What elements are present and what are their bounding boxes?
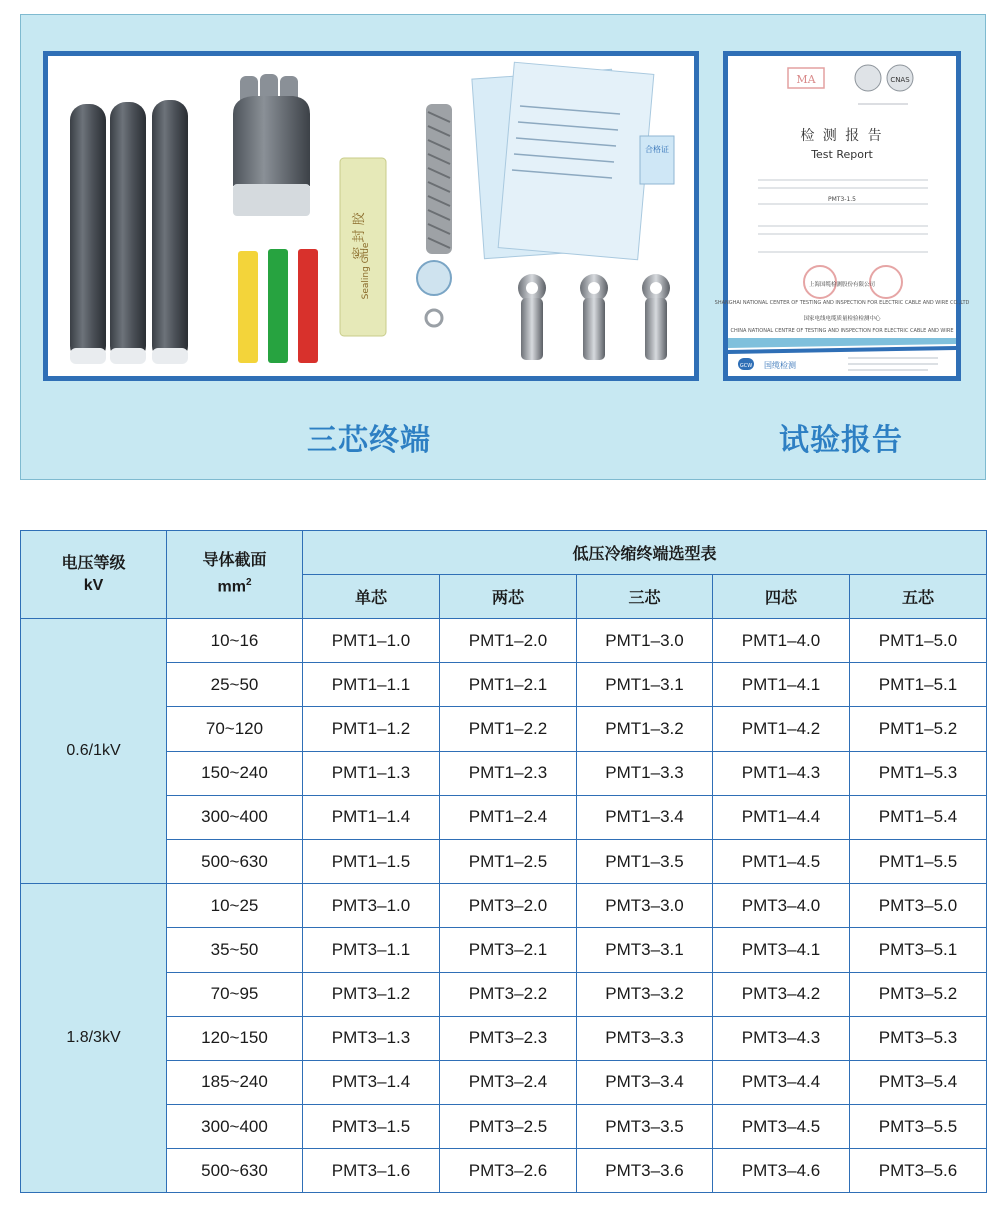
- model-cell: PMT3–1.1: [303, 928, 440, 972]
- section-cell: 25~50: [167, 663, 303, 707]
- model-cell: PMT1–3.4: [577, 795, 713, 839]
- svg-text:Sealing Glue: Sealing Glue: [361, 242, 371, 300]
- model-cell: PMT3–5.6: [850, 1149, 987, 1193]
- breakout-boot: [233, 74, 310, 216]
- model-cell: PMT1–2.3: [440, 751, 577, 795]
- test-report-illustration: [714, 56, 970, 376]
- section-cell: 120~150: [167, 1016, 303, 1060]
- product-illustration: [48, 56, 694, 376]
- svg-text:MA: MA: [796, 73, 816, 86]
- core-header-4: 四芯: [713, 575, 850, 619]
- model-cell: PMT1–3.3: [577, 751, 713, 795]
- model-cell: PMT3–4.3: [713, 1016, 850, 1060]
- model-cell: PMT1–1.5: [303, 839, 440, 883]
- model-cell: PMT3–5.1: [850, 928, 987, 972]
- cold-shrink-tubes: [70, 100, 188, 364]
- sealing-tape: [340, 158, 386, 336]
- svg-text:SHANGHAI NATIONAL CENTER OF TE: SHANGHAI NATIONAL CENTER OF TESTING AND INSPECTION FOR ELECTRIC CABLE AND WIRE CO.,LTD: [714, 300, 970, 306]
- model-cell: PMT1–2.2: [440, 707, 577, 751]
- model-cell: PMT1–2.0: [440, 619, 577, 663]
- voltage-header: 电压等级 kV: [21, 531, 167, 619]
- model-cell: PMT1–4.0: [713, 619, 850, 663]
- model-cell: PMT1–3.0: [577, 619, 713, 663]
- model-cell: PMT3–1.5: [303, 1105, 440, 1149]
- svg-text:PMT3-1.5: PMT3-1.5: [828, 196, 856, 203]
- core-header-3: 三芯: [577, 575, 713, 619]
- phase-color-tapes: [238, 249, 318, 363]
- model-cell: PMT3–2.2: [440, 972, 577, 1016]
- washer: [426, 310, 442, 326]
- model-cell: PMT1–5.3: [850, 751, 987, 795]
- model-cell: PMT3–2.6: [440, 1149, 577, 1193]
- model-cell: PMT3–4.5: [713, 1105, 850, 1149]
- model-cell: PMT1–1.3: [303, 751, 440, 795]
- svg-text:CNAS: CNAS: [890, 76, 910, 84]
- model-cell: PMT1–4.4: [713, 795, 850, 839]
- selection-table: [20, 530, 987, 1193]
- model-cell: PMT1–4.5: [713, 839, 850, 883]
- model-cell: PMT1–5.5: [850, 839, 987, 883]
- model-cell: PMT3–5.3: [850, 1016, 987, 1060]
- certificate-card-label: 合格证: [645, 145, 669, 154]
- model-cell: PMT1–4.1: [713, 663, 850, 707]
- model-cell: PMT1–1.4: [303, 795, 440, 839]
- svg-text:GCW: GCW: [739, 363, 753, 369]
- model-cell: PMT1–5.1: [850, 663, 987, 707]
- section-cell: 300~400: [167, 1105, 303, 1149]
- model-cell: PMT3–4.1: [713, 928, 850, 972]
- report-title-cn: 检 测 报 告: [800, 128, 884, 144]
- model-cell: PMT3–1.0: [303, 884, 440, 928]
- model-cell: PMT1–1.1: [303, 663, 440, 707]
- group-title: 低压冷缩终端选型表: [303, 531, 987, 575]
- documents: [472, 62, 674, 259]
- model-cell: PMT3–2.5: [440, 1105, 577, 1149]
- section-cell: 500~630: [167, 839, 303, 883]
- voltage-cell: 0.6/1kV: [21, 619, 167, 884]
- core-header-1: 单芯: [303, 575, 440, 619]
- model-cell: PMT3–1.4: [303, 1060, 440, 1104]
- model-cell: PMT3–4.6: [713, 1149, 850, 1193]
- model-cell: PMT1–5.4: [850, 795, 987, 839]
- model-cell: PMT3–2.1: [440, 928, 577, 972]
- model-cell: PMT3–2.0: [440, 884, 577, 928]
- cable-lugs: [518, 274, 670, 360]
- caption-test-report: 试验报告: [779, 423, 903, 458]
- model-cell: PMT1–3.1: [577, 663, 713, 707]
- model-cell: PMT3–3.0: [577, 884, 713, 928]
- model-cell: PMT3–5.2: [850, 972, 987, 1016]
- model-cell: PMT3–1.3: [303, 1016, 440, 1060]
- model-cell: PMT3–5.0: [850, 884, 987, 928]
- model-cell: PMT3–3.2: [577, 972, 713, 1016]
- model-cell: PMT1–2.1: [440, 663, 577, 707]
- test-report-photo: [714, 51, 970, 381]
- model-cell: PMT3–3.6: [577, 1149, 713, 1193]
- model-cell: PMT3–3.5: [577, 1105, 713, 1149]
- model-cell: PMT1–1.2: [303, 707, 440, 751]
- caption-three-core-termination: 三芯终端: [307, 423, 431, 458]
- model-cell: PMT3–1.6: [303, 1149, 440, 1193]
- section-cell: 10~16: [167, 619, 303, 663]
- model-cell: PMT1–1.0: [303, 619, 440, 663]
- section-header: 导体截面 $mm^2$: [167, 531, 303, 619]
- section-cell: 150~240: [167, 751, 303, 795]
- model-cell: PMT3–2.4: [440, 1060, 577, 1104]
- section-cell: 35~50: [167, 928, 303, 972]
- model-cell: PMT3–3.1: [577, 928, 713, 972]
- core-header-5: 五芯: [850, 575, 987, 619]
- model-cell: PMT3–3.4: [577, 1060, 713, 1104]
- report-title-en: Test Report: [811, 148, 873, 161]
- model-cell: PMT1–2.4: [440, 795, 577, 839]
- section-cell: 70~120: [167, 707, 303, 751]
- model-cell: PMT3–4.4: [713, 1060, 850, 1104]
- model-cell: PMT1–3.5: [577, 839, 713, 883]
- model-cell: PMT1–5.2: [850, 707, 987, 751]
- constant-force-spring: [417, 261, 451, 295]
- model-cell: PMT1–5.0: [850, 619, 987, 663]
- model-cell: PMT3–4.2: [713, 972, 850, 1016]
- model-cell: PMT3–3.3: [577, 1016, 713, 1060]
- model-cell: PMT3–5.4: [850, 1060, 987, 1104]
- model-cell: PMT3–1.2: [303, 972, 440, 1016]
- product-photo: [43, 51, 699, 381]
- svg-text:CHINA NATIONAL CENTRE OF TESTI: CHINA NATIONAL CENTRE OF TESTING AND INSPECTION FOR ELECTRIC CABLE AND WIRE: [730, 328, 954, 334]
- table-row: [21, 619, 987, 663]
- table-row: [21, 884, 987, 928]
- model-cell: PMT1–4.3: [713, 751, 850, 795]
- model-cell: PMT1–3.2: [577, 707, 713, 751]
- section-cell: 10~25: [167, 884, 303, 928]
- section-cell: 300~400: [167, 795, 303, 839]
- svg-text:国家电线电缆质量检验检测中心: 国家电线电缆质量检验检测中心: [803, 316, 881, 322]
- model-cell: PMT3–5.5: [850, 1105, 987, 1149]
- model-cell: PMT3–2.3: [440, 1016, 577, 1060]
- svg-text:密 封 胶: 密 封 胶: [352, 212, 367, 260]
- core-header-2: 两芯: [440, 575, 577, 619]
- ilac-mra-logo: [855, 65, 881, 91]
- section-cell: 185~240: [167, 1060, 303, 1104]
- svg-text:国缆检测: 国缆检测: [764, 361, 796, 370]
- svg-text:上海国缆检测股份有限公司: 上海国缆检测股份有限公司: [808, 282, 876, 288]
- voltage-cell: 1.8/3kV: [21, 884, 167, 1193]
- section-cell: 500~630: [167, 1149, 303, 1193]
- product-banner: [20, 14, 986, 480]
- braided-ground-wire: [426, 104, 452, 254]
- model-cell: PMT1–4.2: [713, 707, 850, 751]
- section-cell: 70~95: [167, 972, 303, 1016]
- model-cell: PMT1–2.5: [440, 839, 577, 883]
- model-cell: PMT3–4.0: [713, 884, 850, 928]
